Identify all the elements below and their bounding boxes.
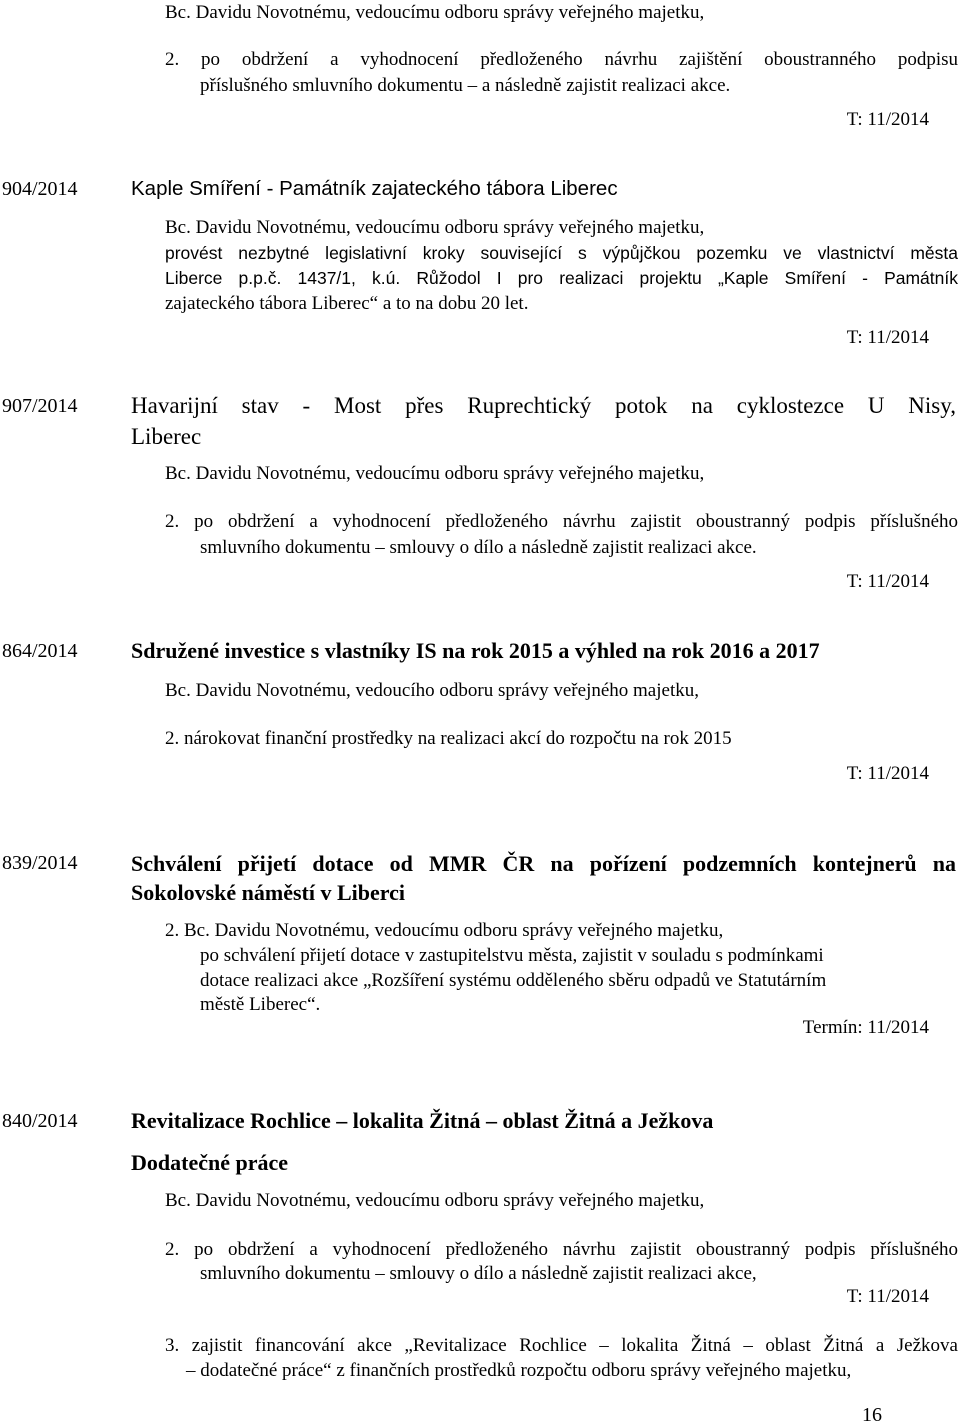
resolution-number-864: 864/2014 xyxy=(2,640,78,662)
addressee-840: Bc. Davidu Novotnému, vedoucímu odboru správy veřejného majetku, xyxy=(165,1190,705,1211)
text-840-line3: 3. zajistit financování akce „Revitalizace Rochlice – lokalita Žitná – oblast Žitná a Ježkova xyxy=(165,1335,958,1356)
top-addressee: Bc. Davidu Novotnému, vedoucímu odboru správy veřejného majetku, xyxy=(165,2,705,23)
top-deadline: T: 11/2014 xyxy=(846,109,929,130)
resolution-number-904: 904/2014 xyxy=(2,178,78,200)
resolution-number-907: 907/2014 xyxy=(2,395,78,417)
resolution-number-839: 839/2014 xyxy=(2,852,78,874)
text-840-line1: 2. po obdržení a vyhodnocení předloženého návrhu zajistit oboustranný podpis příslušného xyxy=(165,1239,958,1260)
text-904-line1: provést nezbytné legislativní kroky související s výpůjčkou pozemku ve vlastnictví města xyxy=(165,243,958,263)
addressee-839: 2. Bc. Davidu Novotnému, vedoucímu odboru správy veřejného majetku, xyxy=(165,920,724,941)
text-904-line2: Liberce p.p.č. 1437/1, k.ú. Růžodol I pro realizaci projektu „Kaple Smíření - Památník xyxy=(165,268,958,288)
text-839-line1: po schválení přijetí dotace v zastupitelstvu města, zajistit v souladu s podmínkami xyxy=(200,945,824,966)
resolution-title-840-line1: Revitalizace Rochlice – lokalita Žitná – oblast Žitná a Ježkova xyxy=(131,1108,714,1133)
text-907-line1: 2. po obdržení a vyhodnocení předloženého návrhu zajistit oboustranný podpis příslušného xyxy=(165,511,958,532)
deadline-840: T: 11/2014 xyxy=(846,1286,929,1307)
deadline-864: T: 11/2014 xyxy=(846,763,929,784)
text-904-line3: zajateckého tábora Liberec“ a to na dobu 20 let. xyxy=(165,293,529,314)
resolution-title-907-line1: Havarijní stav - Most přes Ruprechtický potok na cyklostezce U Nisy, xyxy=(131,393,956,418)
page-number: 16 xyxy=(862,1404,882,1426)
addressee-864: Bc. Davidu Novotnému, vedoucího odboru správy veřejného majetku, xyxy=(165,680,699,701)
deadline-904: T: 11/2014 xyxy=(846,327,929,348)
resolution-title-864: Sdružené investice s vlastníky IS na rok 2015 a výhled na rok 2016 a 2017 xyxy=(131,638,820,663)
text-840-line2: smluvního dokumentu – smlouvy o dílo a následně zajistit realizaci akce, xyxy=(200,1263,757,1284)
resolution-title-907-line2: Liberec xyxy=(131,424,202,449)
text-839-line3: městě Liberec“. xyxy=(200,994,321,1015)
resolution-title-839-line2: Sokolovské náměstí v Liberci xyxy=(131,880,406,905)
addressee-907: Bc. Davidu Novotnému, vedoucímu odboru správy veřejného majetku, xyxy=(165,463,705,484)
top-item2-line1: 2. po obdržení a vyhodnocení předloženého návrhu zajištění oboustranného podpisu xyxy=(165,49,958,70)
text-839-line2: dotace realizaci akce „Rozšíření systému odděleného sběru odpadů ve Statutárním xyxy=(200,970,827,991)
addressee-904: Bc. Davidu Novotnému, vedoucímu odboru správy veřejného majetku, xyxy=(165,217,705,238)
text-840-line4: – dodatečné práce“ z finančních prostředků rozpočtu odboru správy veřejného majetku, xyxy=(186,1360,852,1381)
resolution-title-840-line2: Dodatečné práce xyxy=(131,1150,289,1175)
resolution-title-839-line1: Schválení přijetí dotace od MMR ČR na pořízení podzemních kontejnerů na xyxy=(131,851,956,876)
text-864-line1: 2. nárokovat finanční prostředky na realizaci akcí do rozpočtu na rok 2015 xyxy=(165,728,732,749)
resolution-title-904: Kaple Smíření - Památník zajateckého tábora Liberec xyxy=(131,177,618,200)
deadline-839: Termín: 11/2014 xyxy=(802,1017,929,1038)
resolution-number-840: 840/2014 xyxy=(2,1110,78,1132)
text-907-line2: smluvního dokumentu – smlouvy o dílo a následně zajistit realizaci akce. xyxy=(200,537,757,558)
top-item2-line2: příslušného smluvního dokumentu – a následně zajistit realizaci akce. xyxy=(200,75,731,96)
deadline-907: T: 11/2014 xyxy=(846,571,929,592)
